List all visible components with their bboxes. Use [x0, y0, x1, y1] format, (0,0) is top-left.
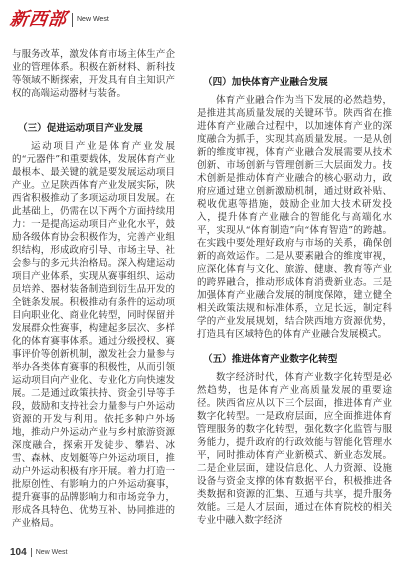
section-heading-4: （四）加快体育产业融合发展 — [203, 77, 328, 88]
masthead — [10, 9, 109, 31]
page-footer — [10, 545, 67, 559]
section-heading-3: （三）促进运动项目产业发展 — [18, 123, 143, 134]
section-4 — [197, 76, 392, 341]
left-column — [12, 48, 175, 538]
magazine-logo: 新西部 — [8, 9, 69, 30]
section-body-5: 数字经济时代，体育产业数字化转型是必然趋势，也是体育产业高质量发展的重要途径。陕西省应从以下三个层面，推进体育产业数字化转型。一是政府层面，应全面推进体育管理服务的数字化转型，强化数字化监管与服务能力，提升政府的行政效能与智能化管理水平，同时推动体育产业新模式、新业态发展。二是企业层面，建设信息化、人力资源、设施设备与资金支撑的体育数据平台，积极推进各类数据和资源的汇集、互通与共享，提升服务效能。三是人才层面，通过在体育院校的相关专业中融入数字经济 — [197, 372, 392, 526]
section-heading-5: （五）推进体育产业数字化转型 — [203, 354, 338, 365]
section-body-3: 运动项目产业是体育产业发展的“元器件”和重要载体，发展体育产业最根本、最关键的就是要发展运动项目产业。立足陕西体育产业发展实际，陕西省积极推动了多项运动项目发展。在此基础上，仍需在以下两个方面持续用力：一是提高运动项目产业化水平，鼓励各级体育协会积极作为，完善产业组织结构，形成政府引导、市场主导、社会参与的多元共治格局。深入构建运动项目产业体系，实现从赛事组织、运动员培养、器材装备制造到衍生品开发的全链条发展。积极推动有条件的运动项目向职业化、商业化转型，同时保留并发展群众性赛事，构建起多层次、多样化的体育赛事体系。通过分级授权、赛事评价等创新机制，激发社会力量参与举办各类体育赛事的积极性，从而引领运动项目向产业化、专业化方向快速发展。二是通过政策扶持、资金引导等手段，鼓励和支持社会力量参与户外运动资源的开发与利用。依托多种户外场地，推动户外运动产业与乡村旅游资源深度融合，探索开发徒步、攀岩、冰雪、森林、皮划艇等户外运动项目，推动户外运动积极有序开展。着力打造一批原创性、有影响力的户外运动赛事，提升赛事的品牌影响力和市场竞争力，形成各具特色、优势互补、协同推进的产业格局。 — [12, 141, 175, 529]
masthead-divider — [72, 13, 73, 27]
section-body-4: 体育产业融合作为当下发展的必然趋势，是推进其高质量发展的关键环节。陕西省在推进体育产业融合过程中，以加速体育产业的深度融合为抓手，实现其高质量发展。一是从创新的维度审视，体育产业融合发展需要从技术创新、市场创新与管理创新三大层面发力。技术创新是推动体育产业融合的核心驱动力，政府应通过建立创新激励机制，通过财政补贴、税收优惠等措施，鼓励企业加大技术研发投入，提升体育产业融合的智能化与高端化水平，实现从“体育制造”向“体育智造”的跨越。在实践中要处理好政府与市场的关系，确保创新的高效运作。二是从要素融合的维度审视，应深化体育与文化、旅游、健康、教育等产业的跨界融合，推动形成体育消费新业态。三是加强体育产业融合发展的制度保障，建立健全相关政策法规和标准体系，立足长远，制定科学的产业发展规划，结合陕西地方资源优势，打造具有区域特色的体育产业融合发展模式。 — [197, 95, 392, 340]
right-column — [197, 76, 392, 550]
magazine-logo-subtitle: New West — [77, 16, 109, 23]
continued-paragraph: 与服务改革，激发体育市场主体生产企业的管理体系。积极在新材料、新科技等领域不断探索，开发具有自主知识产权的高端运动器材与装备。 — [12, 49, 175, 99]
publication-name: New West — [35, 548, 68, 556]
page-number: 104 — [10, 546, 27, 558]
section-5 — [197, 353, 392, 527]
footer-divider — [31, 548, 32, 557]
